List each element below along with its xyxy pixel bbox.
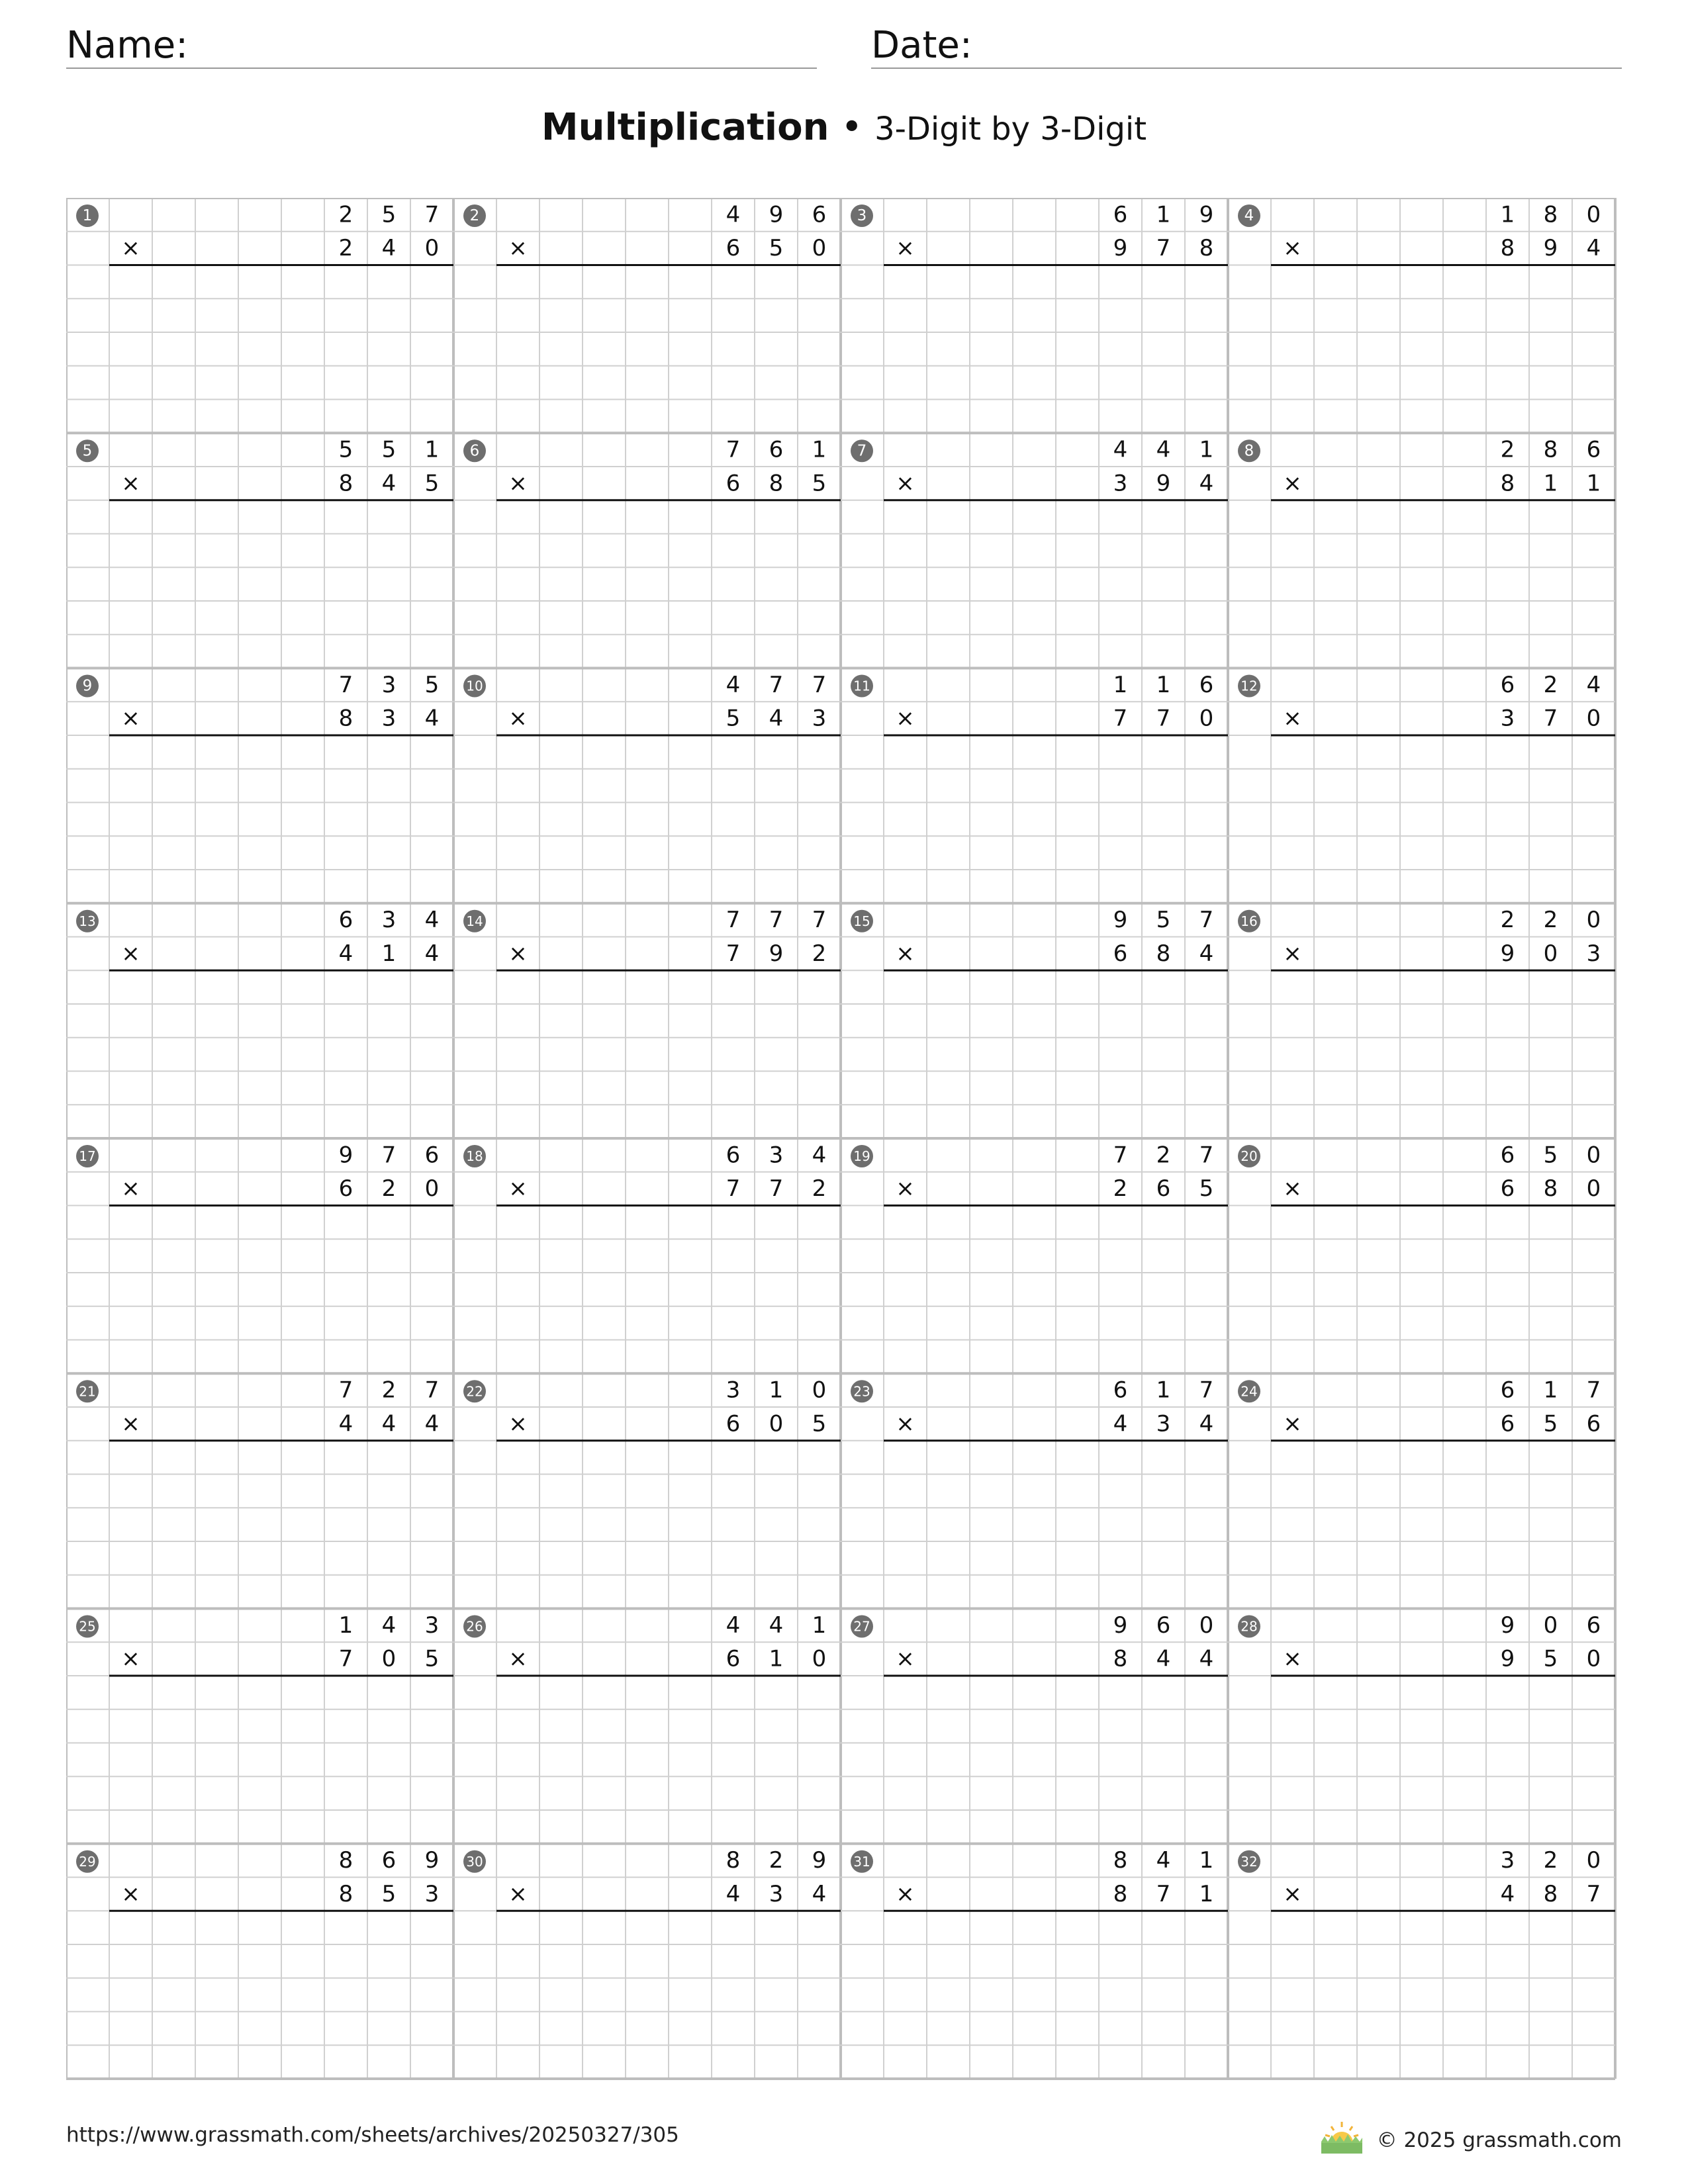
multiplicand-digit: 4 xyxy=(1586,671,1601,698)
copyright-text: © 2025 grassmath.com xyxy=(1376,2128,1622,2152)
title-separator: • xyxy=(841,106,863,149)
multiplier-digit: 7 xyxy=(1156,705,1171,732)
multiplicand-digit: 7 xyxy=(424,201,440,228)
multiplicand-digit: 5 xyxy=(381,436,397,463)
problem-number: 8 xyxy=(1244,442,1254,460)
multiplier-digit: 8 xyxy=(1156,940,1171,967)
multiplier-digit: 0 xyxy=(1586,1175,1601,1203)
multiplier-digit: 8 xyxy=(338,470,353,497)
problem-number: 6 xyxy=(469,442,480,460)
multiplicand-digit: 0 xyxy=(812,1377,827,1404)
multiplier-digit: 8 xyxy=(338,1880,353,1907)
multiplier-digit: 8 xyxy=(1500,235,1515,262)
multiplier-digit: 8 xyxy=(1500,470,1515,497)
multiplicand-digit: 0 xyxy=(1586,907,1601,934)
multiplier-digit: 1 xyxy=(1586,470,1601,497)
multiplier-digit: 4 xyxy=(1113,1410,1128,1437)
multiplicand-digit: 9 xyxy=(338,1142,353,1169)
multiplicand-digit: 9 xyxy=(1113,907,1128,934)
multiplier-digit: 4 xyxy=(1199,940,1214,967)
multiplicand-digit: 1 xyxy=(812,436,827,463)
problem-number: 10 xyxy=(466,678,483,694)
multiply-operator: × xyxy=(1283,1175,1302,1203)
problem-number: 4 xyxy=(1244,207,1254,224)
multiplier-digit: 4 xyxy=(726,1880,741,1907)
multiplicand-digit: 0 xyxy=(1199,1612,1214,1639)
multiplier-digit: 8 xyxy=(338,705,353,732)
multiply-operator: × xyxy=(121,940,140,967)
multiplicand-digit: 7 xyxy=(769,671,784,698)
multiply-operator: × xyxy=(508,705,528,732)
multiply-operator: × xyxy=(1283,1880,1302,1907)
multiplier-digit: 7 xyxy=(1156,1880,1171,1907)
multiplier-digit: 9 xyxy=(1500,940,1515,967)
multiplicand-digit: 7 xyxy=(1199,1377,1214,1404)
multiplicand-digit: 3 xyxy=(424,1612,440,1639)
problem-number: 21 xyxy=(79,1383,96,1400)
multiplicand-digit: 6 xyxy=(1156,1612,1171,1639)
multiplicand-digit: 7 xyxy=(812,907,827,934)
multiplicand-digit: 4 xyxy=(726,1612,741,1639)
multiplier-digit: 5 xyxy=(769,235,784,262)
multiplicand-digit: 7 xyxy=(1113,1142,1128,1169)
problem-number: 31 xyxy=(853,1853,870,1870)
multiply-operator: × xyxy=(121,1645,140,1672)
multiplier-digit: 3 xyxy=(1500,705,1515,732)
multiplier-digit: 4 xyxy=(1199,1410,1214,1437)
multiplicand-digit: 7 xyxy=(812,671,827,698)
problem-number: 14 xyxy=(466,913,483,929)
multiplicand-digit: 9 xyxy=(1500,1612,1515,1639)
multiplier-digit: 1 xyxy=(1199,1880,1214,1907)
multiplier-digit: 7 xyxy=(726,1175,741,1203)
multiplicand-digit: 8 xyxy=(726,1847,741,1874)
multiplier-digit: 4 xyxy=(424,1410,440,1437)
multiplier-digit: 6 xyxy=(1586,1410,1601,1437)
multiplicand-digit: 7 xyxy=(1586,1377,1601,1404)
multiplier-digit: 6 xyxy=(1113,940,1128,967)
multiplier-digit: 0 xyxy=(1586,705,1601,732)
name-label: Name: xyxy=(66,24,189,67)
multiplier-digit: 4 xyxy=(1156,1645,1171,1672)
multiply-operator: × xyxy=(1283,940,1302,967)
multiplier-digit: 6 xyxy=(1500,1175,1515,1203)
problem-number: 27 xyxy=(853,1618,870,1635)
multiplicand-digit: 6 xyxy=(338,907,353,934)
problem-number: 26 xyxy=(466,1618,483,1635)
multiplier-digit: 8 xyxy=(1199,235,1214,262)
problem-number: 9 xyxy=(82,677,93,695)
multiplicand-digit: 0 xyxy=(1543,1612,1558,1639)
multiplier-digit: 5 xyxy=(812,1410,827,1437)
multiplier-digit: 7 xyxy=(726,940,741,967)
problem-number: 3 xyxy=(857,207,867,224)
multiplicand-digit: 2 xyxy=(1543,671,1558,698)
multiplicand-digit: 4 xyxy=(726,201,741,228)
multiplicand-digit: 6 xyxy=(726,1142,741,1169)
multiply-operator: × xyxy=(1283,1645,1302,1672)
multiply-operator: × xyxy=(508,1175,528,1203)
multiplicand-digit: 2 xyxy=(1156,1142,1171,1169)
multiply-operator: × xyxy=(896,1410,915,1437)
multiplicand-digit: 2 xyxy=(1500,907,1515,934)
multiplicand-digit: 1 xyxy=(1500,201,1515,228)
multiplicand-digit: 1 xyxy=(812,1612,827,1639)
multiply-operator: × xyxy=(896,470,915,497)
multiplicand-digit: 6 xyxy=(1113,1377,1128,1404)
multiplicand-digit: 7 xyxy=(769,907,784,934)
multiplier-digit: 5 xyxy=(424,470,440,497)
multiplier-digit: 4 xyxy=(1199,1645,1214,1672)
multiplicand-digit: 0 xyxy=(1586,201,1601,228)
multiplier-digit: 4 xyxy=(1500,1880,1515,1907)
multiplier-digit: 2 xyxy=(812,940,827,967)
title-subtitle: 3-Digit by 3-Digit xyxy=(874,111,1147,148)
multiplier-digit: 4 xyxy=(381,470,397,497)
problem-number: 23 xyxy=(853,1383,870,1400)
multiplicand-digit: 3 xyxy=(381,671,397,698)
problem-number: 32 xyxy=(1241,1853,1258,1870)
multiplicand-digit: 4 xyxy=(1156,1847,1171,1874)
multiplier-digit: 2 xyxy=(338,235,353,262)
multiplicand-digit: 0 xyxy=(1586,1142,1601,1169)
multiplier-digit: 1 xyxy=(381,940,397,967)
problem-number: 2 xyxy=(469,207,480,224)
multiplicand-digit: 1 xyxy=(1199,436,1214,463)
multiply-operator: × xyxy=(508,940,528,967)
multiplicand-digit: 1 xyxy=(338,1612,353,1639)
multiplier-digit: 7 xyxy=(1543,705,1558,732)
problem-number: 16 xyxy=(1241,913,1258,929)
multiply-operator: × xyxy=(896,705,915,732)
multiplier-digit: 9 xyxy=(769,940,784,967)
multiplier-digit: 6 xyxy=(726,1645,741,1672)
problem-number: 29 xyxy=(79,1853,96,1870)
multiplier-digit: 0 xyxy=(812,1645,827,1672)
multiplicand-digit: 9 xyxy=(1113,1612,1128,1639)
multiplicand-digit: 4 xyxy=(812,1142,827,1169)
multiplicand-digit: 7 xyxy=(726,436,741,463)
multiplicand-digit: 6 xyxy=(1586,1612,1601,1639)
multiplier-digit: 8 xyxy=(769,470,784,497)
problem-number: 12 xyxy=(1241,678,1258,694)
multiplier-digit: 8 xyxy=(1113,1880,1128,1907)
multiply-operator: × xyxy=(1283,470,1302,497)
multiplier-digit: 9 xyxy=(1543,235,1558,262)
multiplicand-digit: 7 xyxy=(726,907,741,934)
multiply-operator: × xyxy=(121,1410,140,1437)
multiplier-digit: 6 xyxy=(726,470,741,497)
multiplicand-digit: 4 xyxy=(424,907,440,934)
problem-number: 13 xyxy=(79,913,96,929)
problem-number: 22 xyxy=(466,1383,483,1400)
multiplicand-digit: 2 xyxy=(381,1377,397,1404)
multiplicand-digit: 6 xyxy=(769,436,784,463)
multiplier-digit: 3 xyxy=(769,1880,784,1907)
multiplicand-digit: 6 xyxy=(1500,1142,1515,1169)
multiplicand-digit: 8 xyxy=(1113,1847,1128,1874)
multiply-operator: × xyxy=(508,1645,528,1672)
multiplicand-digit: 7 xyxy=(1199,907,1214,934)
multiplier-digit: 8 xyxy=(1543,1880,1558,1907)
multiplicand-digit: 1 xyxy=(424,436,440,463)
problem-number: 11 xyxy=(853,678,870,694)
multiplicand-digit: 1 xyxy=(1156,201,1171,228)
multiplier-digit: 4 xyxy=(1586,235,1601,262)
multiplicand-digit: 4 xyxy=(726,671,741,698)
multiplier-digit: 4 xyxy=(381,1410,397,1437)
multiplicand-digit: 4 xyxy=(1113,436,1128,463)
multiplier-digit: 0 xyxy=(1199,705,1214,732)
multiply-operator: × xyxy=(1283,1410,1302,1437)
multiplier-digit: 4 xyxy=(338,940,353,967)
multiplier-digit: 4 xyxy=(424,940,440,967)
problem-number: 17 xyxy=(79,1148,96,1164)
multiplier-digit: 5 xyxy=(424,1645,440,1672)
multiplier-digit: 0 xyxy=(812,235,827,262)
multiplier-digit: 5 xyxy=(1199,1175,1214,1203)
multiplicand-digit: 7 xyxy=(338,1377,353,1404)
multiplier-digit: 7 xyxy=(338,1645,353,1672)
multiply-operator: × xyxy=(1283,235,1302,262)
multiplicand-digit: 4 xyxy=(1156,436,1171,463)
problem-number: 30 xyxy=(466,1853,483,1870)
multiplicand-digit: 3 xyxy=(381,907,397,934)
multiplicand-digit: 1 xyxy=(769,1377,784,1404)
multiply-operator: × xyxy=(121,1175,140,1203)
multiplicand-digit: 6 xyxy=(812,201,827,228)
multiplicand-digit: 5 xyxy=(338,436,353,463)
multiplier-digit: 3 xyxy=(424,1880,440,1907)
problem-number: 1 xyxy=(82,207,93,224)
multiply-operator: × xyxy=(508,235,528,262)
multiplicand-digit: 8 xyxy=(338,1847,353,1874)
multiplier-digit: 1 xyxy=(769,1645,784,1672)
multiplier-digit: 5 xyxy=(812,470,827,497)
multiply-operator: × xyxy=(121,235,140,262)
multiply-operator: × xyxy=(508,1410,528,1437)
multiplier-digit: 5 xyxy=(1543,1410,1558,1437)
multiplier-digit: 3 xyxy=(812,705,827,732)
date-label: Date: xyxy=(871,24,972,67)
multiplicand-digit: 9 xyxy=(424,1847,440,1874)
multiplier-digit: 4 xyxy=(1199,470,1214,497)
multiplier-digit: 4 xyxy=(769,705,784,732)
multiplicand-digit: 2 xyxy=(1500,436,1515,463)
multiplier-digit: 3 xyxy=(1586,940,1601,967)
multiplicand-digit: 6 xyxy=(381,1847,397,1874)
multiplicand-digit: 3 xyxy=(769,1142,784,1169)
multiplicand-digit: 2 xyxy=(338,201,353,228)
multiplier-digit: 7 xyxy=(1586,1880,1601,1907)
multiplicand-digit: 1 xyxy=(1543,1377,1558,1404)
multiplier-digit: 3 xyxy=(381,705,397,732)
multiplicand-digit: 2 xyxy=(1543,907,1558,934)
problem-number: 19 xyxy=(853,1148,870,1164)
problem-grid xyxy=(66,198,1622,2091)
multiplicand-digit: 9 xyxy=(769,201,784,228)
multiplicand-digit: 8 xyxy=(1543,436,1558,463)
problem-number: 5 xyxy=(82,442,93,460)
multiplier-digit: 0 xyxy=(769,1410,784,1437)
multiplicand-digit: 5 xyxy=(1156,907,1171,934)
multiplier-digit: 3 xyxy=(1156,1410,1171,1437)
multiplicand-digit: 0 xyxy=(1586,1847,1601,1874)
worksheet-title xyxy=(0,106,1688,149)
multiplier-digit: 6 xyxy=(726,235,741,262)
multiplier-digit: 0 xyxy=(1543,940,1558,967)
multiplicand-digit: 6 xyxy=(1586,436,1601,463)
date-line xyxy=(871,68,1622,69)
multiplier-digit: 1 xyxy=(1543,470,1558,497)
title-main: Multiplication xyxy=(541,106,829,149)
multiplier-digit: 3 xyxy=(1113,470,1128,497)
multiply-operator: × xyxy=(896,1175,915,1203)
multiplicand-digit: 6 xyxy=(424,1142,440,1169)
multiplier-digit: 2 xyxy=(381,1175,397,1203)
multiply-operator: × xyxy=(121,1880,140,1907)
multiplicand-digit: 2 xyxy=(1543,1847,1558,1874)
multiplicand-digit: 6 xyxy=(1199,671,1214,698)
multiplier-digit: 5 xyxy=(1543,1645,1558,1672)
multiplier-digit: 4 xyxy=(812,1880,827,1907)
multiply-operator: × xyxy=(508,470,528,497)
multiplier-digit: 9 xyxy=(1500,1645,1515,1672)
multiplicand-digit: 5 xyxy=(424,671,440,698)
multiplicand-digit: 9 xyxy=(812,1847,827,1874)
problem-number: 25 xyxy=(79,1618,96,1635)
multiplier-digit: 6 xyxy=(338,1175,353,1203)
problem-number: 24 xyxy=(1241,1383,1258,1400)
multiply-operator: × xyxy=(1283,705,1302,732)
multiplicand-digit: 1 xyxy=(1156,1377,1171,1404)
problem-number: 28 xyxy=(1241,1618,1258,1635)
multiplier-digit: 4 xyxy=(381,235,397,262)
multiplier-digit: 0 xyxy=(424,235,440,262)
multiplicand-digit: 7 xyxy=(381,1142,397,1169)
multiply-operator: × xyxy=(896,235,915,262)
multiplicand-digit: 2 xyxy=(769,1847,784,1874)
multiplier-digit: 6 xyxy=(1156,1175,1171,1203)
multiply-operator: × xyxy=(896,940,915,967)
multiplier-digit: 7 xyxy=(1156,235,1171,262)
multiplicand-digit: 5 xyxy=(1543,1142,1558,1169)
multiplier-digit: 5 xyxy=(381,1880,397,1907)
problem-number: 18 xyxy=(466,1148,483,1164)
multiplicand-digit: 7 xyxy=(424,1377,440,1404)
multiply-operator: × xyxy=(121,705,140,732)
multiplicand-digit: 6 xyxy=(1113,201,1128,228)
multiplier-digit: 8 xyxy=(1543,1175,1558,1203)
multiplier-digit: 0 xyxy=(424,1175,440,1203)
multiplicand-digit: 3 xyxy=(1500,1847,1515,1874)
multiplicand-digit: 6 xyxy=(1500,671,1515,698)
multiplier-digit: 6 xyxy=(1500,1410,1515,1437)
multiplier-digit: 0 xyxy=(381,1645,397,1672)
problem-number: 7 xyxy=(857,442,867,460)
multiplicand-digit: 7 xyxy=(338,671,353,698)
multiplicand-digit: 3 xyxy=(726,1377,741,1404)
footer-url: https://www.grassmath.com/sheets/archives/20250327/305 xyxy=(66,2123,679,2147)
multiplicand-digit: 5 xyxy=(381,201,397,228)
multiplier-digit: 2 xyxy=(1113,1175,1128,1203)
multiplier-digit: 7 xyxy=(769,1175,784,1203)
multiplicand-digit: 8 xyxy=(1543,201,1558,228)
multiplicand-digit: 4 xyxy=(381,1612,397,1639)
multiplier-digit: 9 xyxy=(1156,470,1171,497)
multiply-operator: × xyxy=(896,1645,915,1672)
multiplicand-digit: 4 xyxy=(769,1612,784,1639)
multiplicand-digit: 1 xyxy=(1199,1847,1214,1874)
multiply-operator: × xyxy=(896,1880,915,1907)
multiplier-digit: 4 xyxy=(338,1410,353,1437)
footer-copyright xyxy=(1319,2120,1622,2160)
multiply-operator: × xyxy=(121,470,140,497)
problem-number: 15 xyxy=(853,913,870,929)
multiplicand-digit: 1 xyxy=(1156,671,1171,698)
problem-number: 20 xyxy=(1241,1148,1258,1164)
multiplicand-digit: 7 xyxy=(1199,1142,1214,1169)
multiplicand-digit: 9 xyxy=(1199,201,1214,228)
multiplier-digit: 8 xyxy=(1113,1645,1128,1672)
multiplier-digit: 5 xyxy=(726,705,741,732)
multiplier-digit: 9 xyxy=(1113,235,1128,262)
multiplier-digit: 2 xyxy=(812,1175,827,1203)
multiplier-digit: 7 xyxy=(1113,705,1128,732)
grass-sun-logo-icon xyxy=(1319,2120,1365,2160)
multiplier-digit: 0 xyxy=(1586,1645,1601,1672)
name-line xyxy=(66,68,817,69)
multiplicand-digit: 6 xyxy=(1500,1377,1515,1404)
multiply-operator: × xyxy=(508,1880,528,1907)
multiplier-digit: 4 xyxy=(424,705,440,732)
multiplicand-digit: 1 xyxy=(1113,671,1128,698)
multiplier-digit: 6 xyxy=(726,1410,741,1437)
